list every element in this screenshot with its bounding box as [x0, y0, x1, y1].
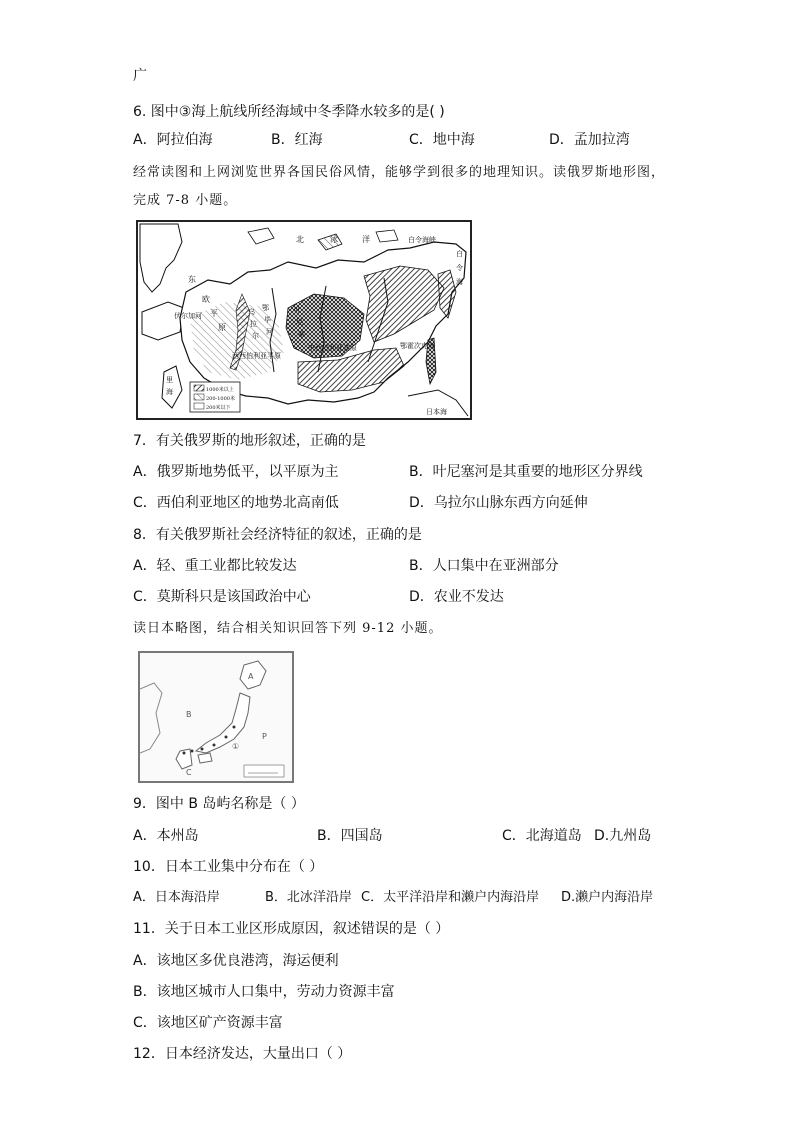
japan-label-c: C: [186, 768, 192, 777]
japan-label-a: A: [248, 672, 254, 681]
map-label-right-1: 白: [456, 250, 463, 258]
map-label-ping: 平: [210, 309, 218, 318]
q6-option-c[interactable]: C．地中海: [409, 132, 475, 148]
map-label-volga: 伏尔加河: [174, 312, 202, 320]
q9-option-b[interactable]: B．四国岛: [317, 828, 383, 844]
map-label-right-2: 令: [456, 264, 463, 272]
q6-option-b[interactable]: B．红海: [271, 132, 323, 148]
map-label-ural-3: 尔: [252, 332, 259, 340]
q7-option-a[interactable]: A．俄罗斯地势低平，以平原为主: [133, 464, 339, 480]
japan-label-p: P: [262, 732, 267, 741]
japan-sketch-map: [138, 651, 294, 783]
q8-option-b[interactable]: B．人口集中在亚洲部分: [409, 558, 559, 574]
map-label-okhotsk: 鄂霍次克海: [400, 342, 435, 350]
intro-russia-line1: 经常读图和上网浏览世界各国民俗风情，能够学到很多的地理知识。读俄罗斯地形图，: [133, 165, 666, 180]
q7-stem: 7．有关俄罗斯的地形叙述，正确的是: [133, 433, 366, 449]
map-legend: [190, 382, 240, 412]
map-label-north: 北: [296, 235, 304, 244]
q8-option-d[interactable]: D．农业不发达: [409, 589, 504, 605]
q9-option-d[interactable]: D.九州岛: [594, 828, 652, 844]
map-label-ou: 欧: [202, 295, 210, 304]
map-label-bing: 冰: [330, 235, 338, 244]
map-label-yen-2: 尼: [296, 318, 303, 326]
q7-option-d[interactable]: D．乌拉尔山脉东西方向延伸: [409, 495, 588, 511]
q11-option-a[interactable]: A．该地区多优良港湾，海运便利: [133, 953, 339, 969]
q7-option-b[interactable]: B．叶尼塞河是其重要的地形区分界线: [409, 464, 643, 480]
map-label-yen-1: 叶: [294, 306, 301, 314]
q6-option-a[interactable]: A．阿拉伯海: [133, 132, 213, 148]
q11-stem: 11．关于日本工业区形成原因，叙述错误的是（ ）: [133, 921, 450, 937]
japan-label-circle: ①: [232, 742, 240, 751]
map-label-ural-2: 拉: [250, 320, 257, 328]
map-label-west-siberia: 西西伯利亚平原: [232, 352, 281, 360]
map-label-caspian-2: 海: [166, 388, 173, 396]
q12-stem: 12．日本经济发达，大量出口（ ）: [133, 1046, 352, 1062]
map-label-yuan: 原: [218, 323, 226, 332]
legend-mid: 200-1000米: [206, 396, 235, 402]
previous-page-fragment: 广: [133, 68, 147, 84]
q9-option-a[interactable]: A．本州岛: [133, 828, 199, 844]
q7-option-c[interactable]: C．西伯利亚地区的地势北高南低: [133, 495, 339, 511]
q9-stem: 9．图中 B 岛屿名称是（ ）: [133, 796, 305, 812]
map-label-ob-2: 毕: [264, 316, 271, 324]
map-label-caspian-1: 里: [166, 376, 173, 384]
q8-option-a[interactable]: A．轻、重工业都比较发达: [133, 558, 297, 574]
q10-option-a[interactable]: A．日本海沿岸: [133, 890, 220, 905]
q6-option-d[interactable]: D．孟加拉湾: [549, 132, 630, 148]
q11-option-c[interactable]: C．该地区矿产资源丰富: [133, 1015, 283, 1031]
map-label-ob-3: 河: [266, 328, 273, 336]
q10-stem: 10．日本工业集中分布在（ ）: [133, 859, 324, 875]
map-label-ob-1: 鄂: [262, 304, 269, 312]
q8-stem: 8．有关俄罗斯社会经济特征的叙述，正确的是: [133, 527, 422, 543]
intro-japan: 读日本略图，结合相关知识回答下列 9-12 小题。: [133, 621, 443, 636]
legend-high: 1000米以上: [206, 387, 234, 393]
q8-option-c[interactable]: C．莫斯科只是该国政治中心: [133, 589, 311, 605]
intro-russia-line2: 完成 7-8 小题。: [133, 193, 238, 208]
russia-terrain-map: [136, 220, 472, 420]
q9-option-c[interactable]: C．北海道岛: [502, 828, 582, 844]
japan-label-b: B: [186, 710, 192, 719]
map-label-right-3: 海: [456, 278, 463, 286]
map-label-japan-sea: 日本海: [426, 408, 447, 416]
map-label-ural-1: 乌: [248, 308, 255, 316]
legend-low: 200米以下: [206, 405, 231, 411]
map-label-east: 东: [188, 275, 196, 284]
q6-stem: 6. 图中③海上航线所经海域中冬季降水较多的是( ): [133, 104, 445, 120]
q10-option-d[interactable]: D.濑户内海沿岸: [561, 890, 654, 905]
map-label-bering: 白令海峡: [408, 236, 436, 244]
q10-option-b[interactable]: B．北冰洋沿岸: [265, 890, 352, 905]
map-label-central-siberia: 中西伯利亚高原: [308, 344, 357, 352]
map-label-yen-3: 塞: [298, 330, 305, 338]
q10-option-c[interactable]: C．太平洋沿岸和濑户内海沿岸: [361, 890, 540, 905]
map-label-yang: 洋: [362, 235, 370, 244]
q11-option-b[interactable]: B．该地区城市人口集中，劳动力资源丰富: [133, 984, 395, 1000]
